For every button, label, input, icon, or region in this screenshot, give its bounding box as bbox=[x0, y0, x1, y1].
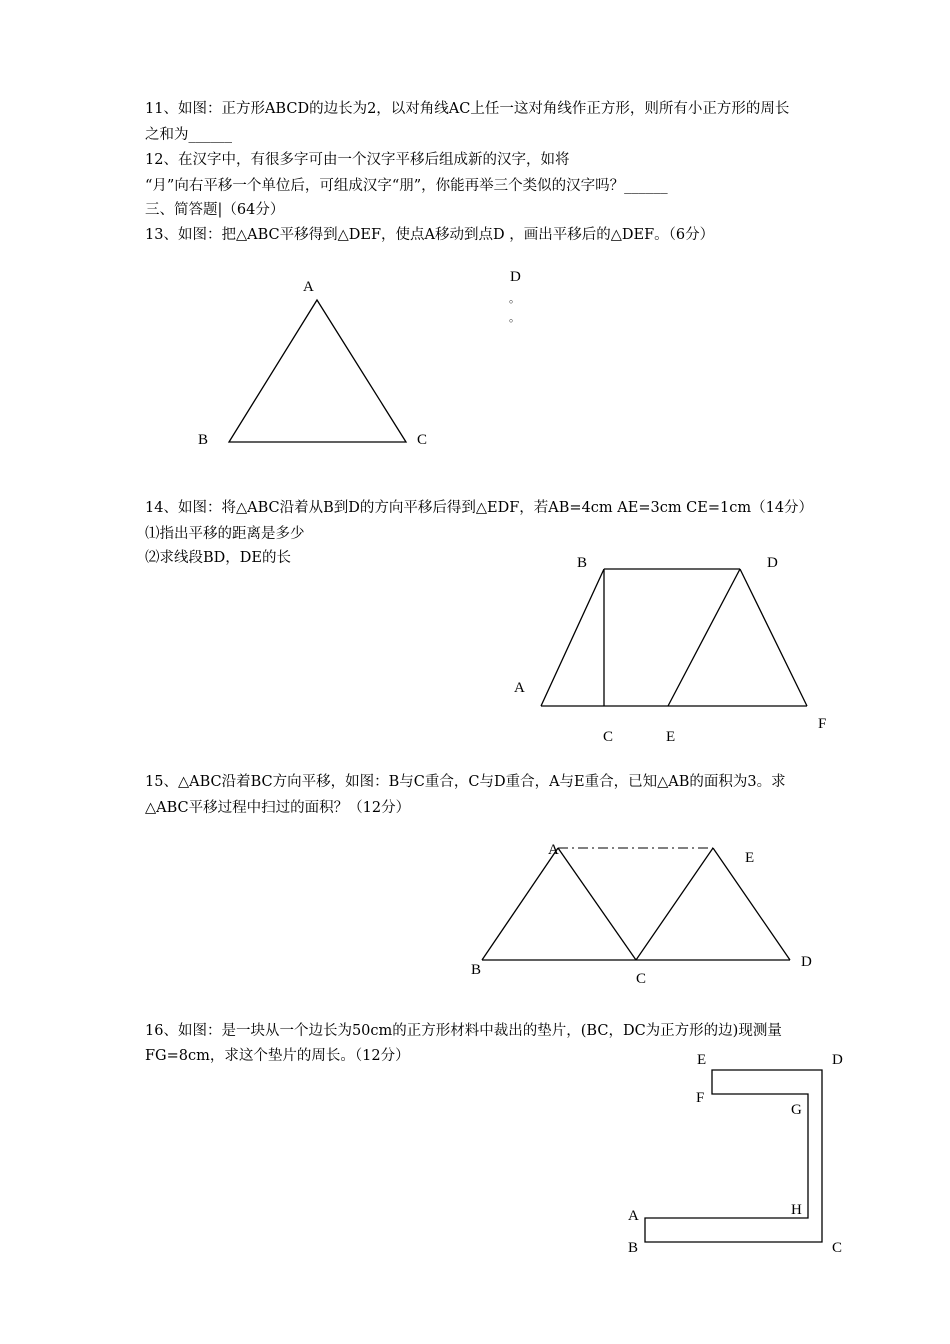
q16-line1: 16、如图：是一块从一个边长为50cm的正方形材料中裁出的垫片，(BC，DC为正方形的边)现测量 bbox=[145, 1023, 782, 1039]
q14-label-a: A bbox=[514, 680, 525, 696]
q16-label-f: F bbox=[696, 1090, 705, 1106]
q15-label-c: C bbox=[636, 971, 647, 987]
q16-label-g: G bbox=[791, 1102, 802, 1118]
q11-line2: 之和为______ bbox=[145, 127, 232, 143]
q11-line1: 11、如图：正方形ABCD的边长为2，以对角线AC上任一这对角线作正方形，则所有小正方形的周长 bbox=[145, 101, 790, 117]
section-heading: 三、简答题|（64分） bbox=[145, 202, 285, 218]
q14-label-f: F bbox=[818, 716, 827, 732]
q15-line1: 15、△ABC沿着BC方向平移，如图：B与C重合，C与D重合，A与E重合，已知△AB的面积为3。求 bbox=[145, 774, 786, 790]
q14-text: 14、如图：将△ABC沿着从B到D的方向平移后得到△EDF，若AB=4cm AE=3cm CE=1cm（14分） bbox=[145, 500, 814, 516]
q14-label-d: D bbox=[767, 555, 778, 571]
q13-label-b: B bbox=[198, 432, 209, 448]
q15-label-a: A bbox=[548, 842, 559, 858]
q13-label-d: D bbox=[510, 269, 521, 285]
q12-line1: 12、在汉字中，有很多字可由一个汉字平移后组成新的汉字，如将 bbox=[145, 152, 570, 168]
q14-sub2: ⑵求线段BD，DE的长 bbox=[145, 550, 291, 566]
q15-line2: △ABC平移过程中扫过的面积？（12分） bbox=[145, 800, 411, 816]
q16-label-e: E bbox=[697, 1052, 707, 1068]
q14-label-c: C bbox=[603, 729, 614, 745]
q16-label-h: H bbox=[791, 1202, 802, 1218]
q16-label-d: D bbox=[832, 1052, 843, 1068]
q16-label-c: C bbox=[832, 1240, 843, 1256]
q13-dot-2: 。 bbox=[509, 312, 520, 324]
q16-label-b: B bbox=[628, 1240, 639, 1256]
q13-text: 13、如图：把△ABC平移得到△DEF，使点A移动到点D ，画出平移后的△DEF。（6分） bbox=[145, 227, 715, 243]
q14-label-e: E bbox=[666, 729, 676, 745]
q16-label-a: A bbox=[628, 1208, 639, 1224]
q15-label-d: D bbox=[801, 954, 812, 970]
q13-label-a: A bbox=[303, 279, 314, 295]
q15-label-b: B bbox=[471, 962, 482, 978]
q14-label-b: B bbox=[577, 555, 588, 571]
q16-line2: FG=8cm，求这个垫片的周长。（12分） bbox=[145, 1048, 410, 1064]
q13-label-c: C bbox=[417, 432, 428, 448]
q12-line2: “月”向右平移一个单位后，可组成汉字“朋”，你能再举三个类似的汉字吗？______ bbox=[145, 178, 668, 194]
q13-dot-1: 。 bbox=[509, 293, 520, 305]
q14-sub1: ⑴指出平移的距离是多少 bbox=[145, 526, 305, 542]
q15-label-e: E bbox=[745, 850, 755, 866]
